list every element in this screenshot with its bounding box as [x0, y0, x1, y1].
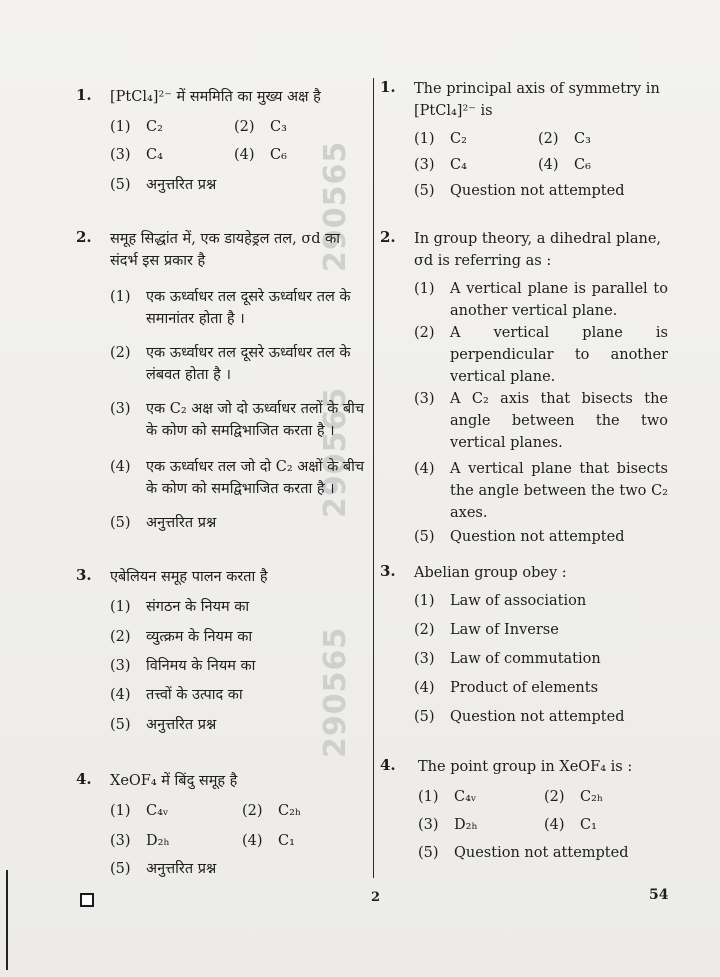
question-number: 1. — [380, 78, 396, 96]
question-number: 2. — [380, 228, 396, 246]
watermark: 290565 — [318, 626, 353, 758]
question-text: In group theory, a dihedral plane, σd is referring as : — [414, 231, 662, 269]
page-number: 2 — [371, 890, 381, 905]
margin-line — [6, 870, 8, 970]
question-text: The principal axis of symmetry in [PtCl₄]²⁻ is — [414, 81, 660, 119]
question-text: एबेलियन समूह पालन करता है — [110, 569, 268, 585]
question-text: समूह सिद्धांत में, एक डायहेड्रल तल, σd का संदर्भ इस प्रकार है — [110, 231, 341, 269]
question-text: XeOF₄ में बिंदु समूह है — [110, 773, 238, 789]
square-marker-icon — [80, 893, 94, 907]
column-divider — [373, 78, 374, 878]
question-number: 3. — [76, 566, 92, 584]
question-number: 4. — [76, 770, 92, 788]
question-number: 4. — [380, 756, 396, 774]
watermark: 290565 — [318, 386, 353, 518]
question-number: 3. — [380, 562, 396, 580]
question-number: 2. — [76, 228, 92, 246]
sheet-number: 54 — [649, 887, 669, 903]
exam-page: 290565 290565 290565 1. [PtCl₄]²⁻ में सममिति का मुख्य अक्ष है (1) C₂ (2) C₃ (3) C₄ (4) C₆ (5) अनुत्तरित प्रश्न 2. समूह सिद्धांत में, एक डायहेड्रल तल, σd का संदर्भ इस प्रकार है (1) एक ऊर्ध्वाधर तल दूसरे ऊर्ध्वाधर तल के समानांतर होता है । (2) एक ऊर्ध्वाधर तल दूसरे ऊर्ध्वाधर तल के लंबवत होता है । (3) एक C₂ अक्ष जो दो ऊर्ध्वाधर तलों के बीच के कोण को समद्विभाजित करता है । (4) एक ऊर्ध्वाधर तल जो दो C₂ अक्षों के बीच के कोण को समद्विभाजित करता है । (5) अनुत्तरित प्रश्न 3. एबेलियन समूह पालन करता है (1) संगठन के नियम का (2) व्युत्क्रम के नियम का (3) विनिमय के नियम का (4) तत्त्वों के उत्पाद का (5) अनुत्तरित प्रश्न 4. XeOF₄ में बिंदु समूह है (1) C₄ᵥ (2) C₂ₕ (3) D₂ₕ (4) C₁ (5) अनुत्तरित प्रश्न 1. The principal axis of symmetry in [PtCl₄]²⁻ is (1) C₂ (2) C₃ (3) C₄ (4) C₆ (5) Question not attempted 2. In group theory, a dihedral plane, σd is referring as : (1) A vertical plane is parallel to another vertical plane. (2) A vertical plane is perpendicular to another vertical plane. (3) A C₂ axis that bisects the angle between the two vertical planes. (4) A vertical plane that bisects the angle between the two C₂ axes. (5) Question not attempted 3. Abelian group obey : (1) Law of association (2) Law of Inverse (3) Law of commutation (4) Product of elements (5) Question not attempted 4. The point group in XeOF₄ is : (1) C₄ᵥ (2) C₂ₕ (3) D₂ₕ (4) C₁ (5) Question not attempted 2 54 — [0, 0, 720, 977]
question-number: 1. — [76, 86, 92, 104]
question-text: The point group in XeOF₄ is : — [418, 759, 633, 775]
question-text: Abelian group obey : — [414, 565, 567, 581]
watermark: 290565 — [318, 140, 353, 272]
question-text: [PtCl₄]²⁻ में सममिति का मुख्य अक्ष है — [110, 89, 321, 105]
